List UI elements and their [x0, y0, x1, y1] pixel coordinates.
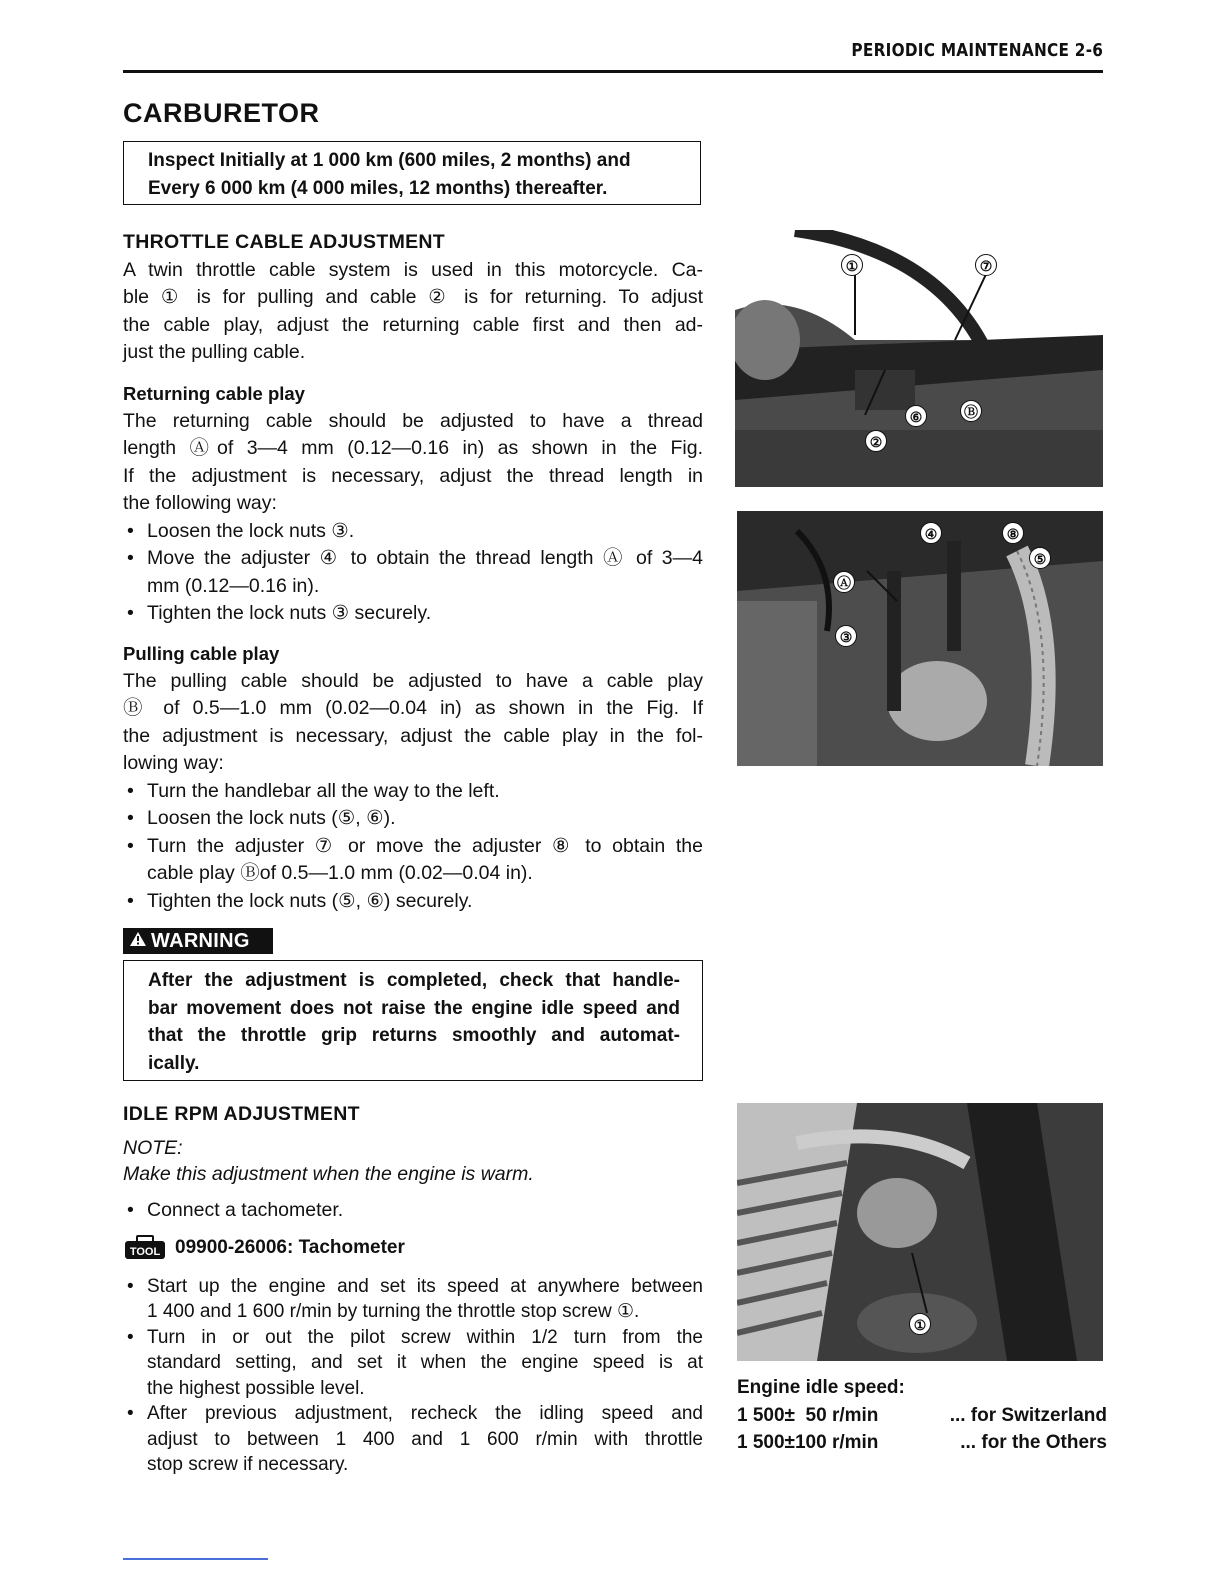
bullet-text: • After previous adjustment, recheck the idling speed and: [147, 1403, 703, 1424]
returning-line: The returning cable should be adjusted to have a thread: [123, 409, 703, 432]
idle-speed-spec: [737, 1374, 1107, 1457]
bullet-text: • Loosen the lock nuts (⑤, ⑥).: [147, 807, 396, 829]
bullet-text: • Turn the handlebar all the way to the left.: [147, 779, 500, 802]
pulling-heading: Pulling cable play: [123, 643, 280, 664]
bullet-text: • Tighten the lock nuts ③ securely.: [147, 602, 432, 624]
throttle-heading: THROTTLE CABLE ADJUSTMENT: [123, 231, 446, 253]
spec-label: Engine idle speed:: [737, 1377, 905, 1398]
bullet-text: • Tighten the lock nuts (⑤, ⑥) securely.: [147, 889, 473, 912]
interval-box: [123, 141, 701, 205]
idle-section: [123, 1101, 703, 1478]
idle-bullet: [123, 1274, 703, 1325]
footer-rule: [123, 1558, 268, 1560]
photo-carburetor-adjuster: [737, 511, 1103, 766]
spec-region: ... for the Others: [960, 1432, 1107, 1453]
tool-text: 09900-26006: Tachometer: [175, 1237, 405, 1258]
pulling-line: The pulling cable should be adjusted to have a cable play: [123, 669, 703, 692]
bullet-text: cable play Ⓑof 0.5—1.0 mm (0.02—0.04 in).: [147, 862, 533, 884]
pulling-bullet: [123, 778, 703, 806]
bullet-text: • Connect a tachometer.: [147, 1198, 344, 1221]
warning-line: ically.: [148, 1052, 200, 1074]
note-label: NOTE:: [123, 1136, 183, 1159]
intro-line: A twin throttle cable system is used in this motorcycle. Ca-: [123, 258, 703, 281]
returning-heading: Returning cable play: [123, 383, 305, 404]
tool-icon-text: TOOL: [129, 1245, 161, 1258]
pulling-line: the adjustment is necessary, adjust the cable play in the fol-: [123, 724, 703, 747]
bullet-text: • Move the adjuster ④ to obtain the thread length Ⓐ of 3—4: [147, 547, 703, 569]
warning-label-text: WARNING: [151, 930, 250, 952]
bullet-text: stop screw if necessary.: [147, 1454, 349, 1475]
returning-line: length Ⓐof 3—4 mm (0.12—0.16 in) as shown in the Fig.: [123, 437, 703, 459]
callout-4: ④: [920, 522, 942, 544]
bullet-text: • Turn the adjuster ⑦ or move the adjuster ⑧ to obtain the: [147, 834, 703, 857]
warning-line: After the adjustment is completed, check that handle-: [148, 970, 680, 991]
warning-box: [123, 960, 703, 1081]
intro-line: ble ① is for pulling and cable ② is for returning. To adjust: [123, 286, 703, 308]
spec-region: ... for Switzerland: [949, 1404, 1107, 1426]
returning-section: [123, 380, 703, 628]
returning-bullet: [123, 545, 703, 600]
bullet-text: adjust to between 1 400 and 1 600 r/min with throttle: [147, 1428, 703, 1450]
photo-throttle-cables: [735, 230, 1103, 487]
pulling-bullet: [123, 888, 703, 916]
intro-line: just the pulling cable.: [123, 341, 306, 363]
callout-A: Ⓐ: [833, 571, 855, 593]
note-text: Make this adjustment when the engine is warm.: [123, 1162, 534, 1185]
warning-line: that the throttle grip returns smoothly and automat-: [148, 1025, 680, 1046]
returning-line: If the adjustment is necessary, adjust the thread length in: [123, 464, 703, 487]
special-tool: [123, 1234, 703, 1262]
callout-3: ③: [835, 625, 857, 647]
callout-6: ⑥: [905, 405, 927, 427]
intro-line: the cable play, adjust the returning cable first and then ad-: [123, 313, 703, 336]
idle-heading: IDLE RPM ADJUSTMENT: [123, 1103, 360, 1125]
idle-bullet: [123, 1401, 703, 1478]
callout-B: Ⓑ: [960, 400, 982, 422]
header-text: PERIODIC MAINTENANCE 2-6: [851, 40, 1103, 61]
spec-value: 1 500±100 r/min: [737, 1432, 879, 1453]
returning-bullet: [123, 600, 703, 628]
callout-8: ⑧: [1002, 522, 1024, 544]
pulling-section: [123, 640, 703, 915]
warning-line: bar movement does not raise the engine idle speed and: [148, 997, 680, 1019]
throttle-section: [123, 229, 703, 367]
returning-bullet: [123, 518, 703, 546]
photo-throttle-stop-screw: [737, 1103, 1103, 1361]
returning-line: the following way:: [123, 492, 277, 514]
callout-5: ⑤: [1029, 547, 1051, 569]
warning-triangle-icon: [129, 928, 147, 954]
interval-line-1: Inspect Initially at 1 000 km (600 miles, 2 months) and: [148, 150, 631, 171]
pulling-bullet: [123, 805, 703, 833]
bullet-text: 1 400 and 1 600 r/min by turning the throttle stop screw ①.: [147, 1301, 640, 1322]
bullet-text: standard setting, and set it when the engine speed is at: [147, 1352, 703, 1373]
section-title: CARBURETOR: [123, 98, 320, 128]
spec-value: 1 500± 50 r/min: [737, 1404, 879, 1426]
pulling-bullet: [123, 833, 703, 888]
callout-2: ②: [865, 430, 887, 452]
idle-bullet: [123, 1325, 703, 1402]
callout-1: ①: [841, 254, 863, 276]
bullet-text: • Start up the engine and set its speed at anywhere between: [147, 1275, 703, 1297]
bullet-text: • Turn in or out the pilot screw within 1/2 turn from the: [147, 1326, 703, 1348]
throttle-intro: [123, 257, 703, 367]
tool-icon: [123, 1235, 167, 1261]
pulling-text: [123, 668, 703, 778]
spec-row: [737, 1402, 1107, 1430]
interval-line-2: Every 6 000 km (4 000 miles, 12 months) thereafter.: [148, 178, 608, 199]
pulling-line: lowing way:: [123, 752, 224, 774]
bullet-text: • Loosen the lock nuts ③.: [147, 519, 355, 542]
page-header: [123, 40, 1103, 73]
warning-label: [123, 928, 273, 954]
bullet-text: the highest possible level.: [147, 1377, 365, 1399]
bullet-text: mm (0.12—0.16 in).: [147, 574, 320, 597]
returning-text: [123, 408, 703, 518]
idle-bullet: [123, 1197, 703, 1225]
spec-row: [737, 1429, 1107, 1457]
callout-7: ⑦: [975, 254, 997, 276]
pulling-line: Ⓑ of 0.5—1.0 mm (0.02—0.04 in) as shown in the Fig. If: [123, 697, 703, 719]
callout-1: ①: [909, 1313, 931, 1335]
